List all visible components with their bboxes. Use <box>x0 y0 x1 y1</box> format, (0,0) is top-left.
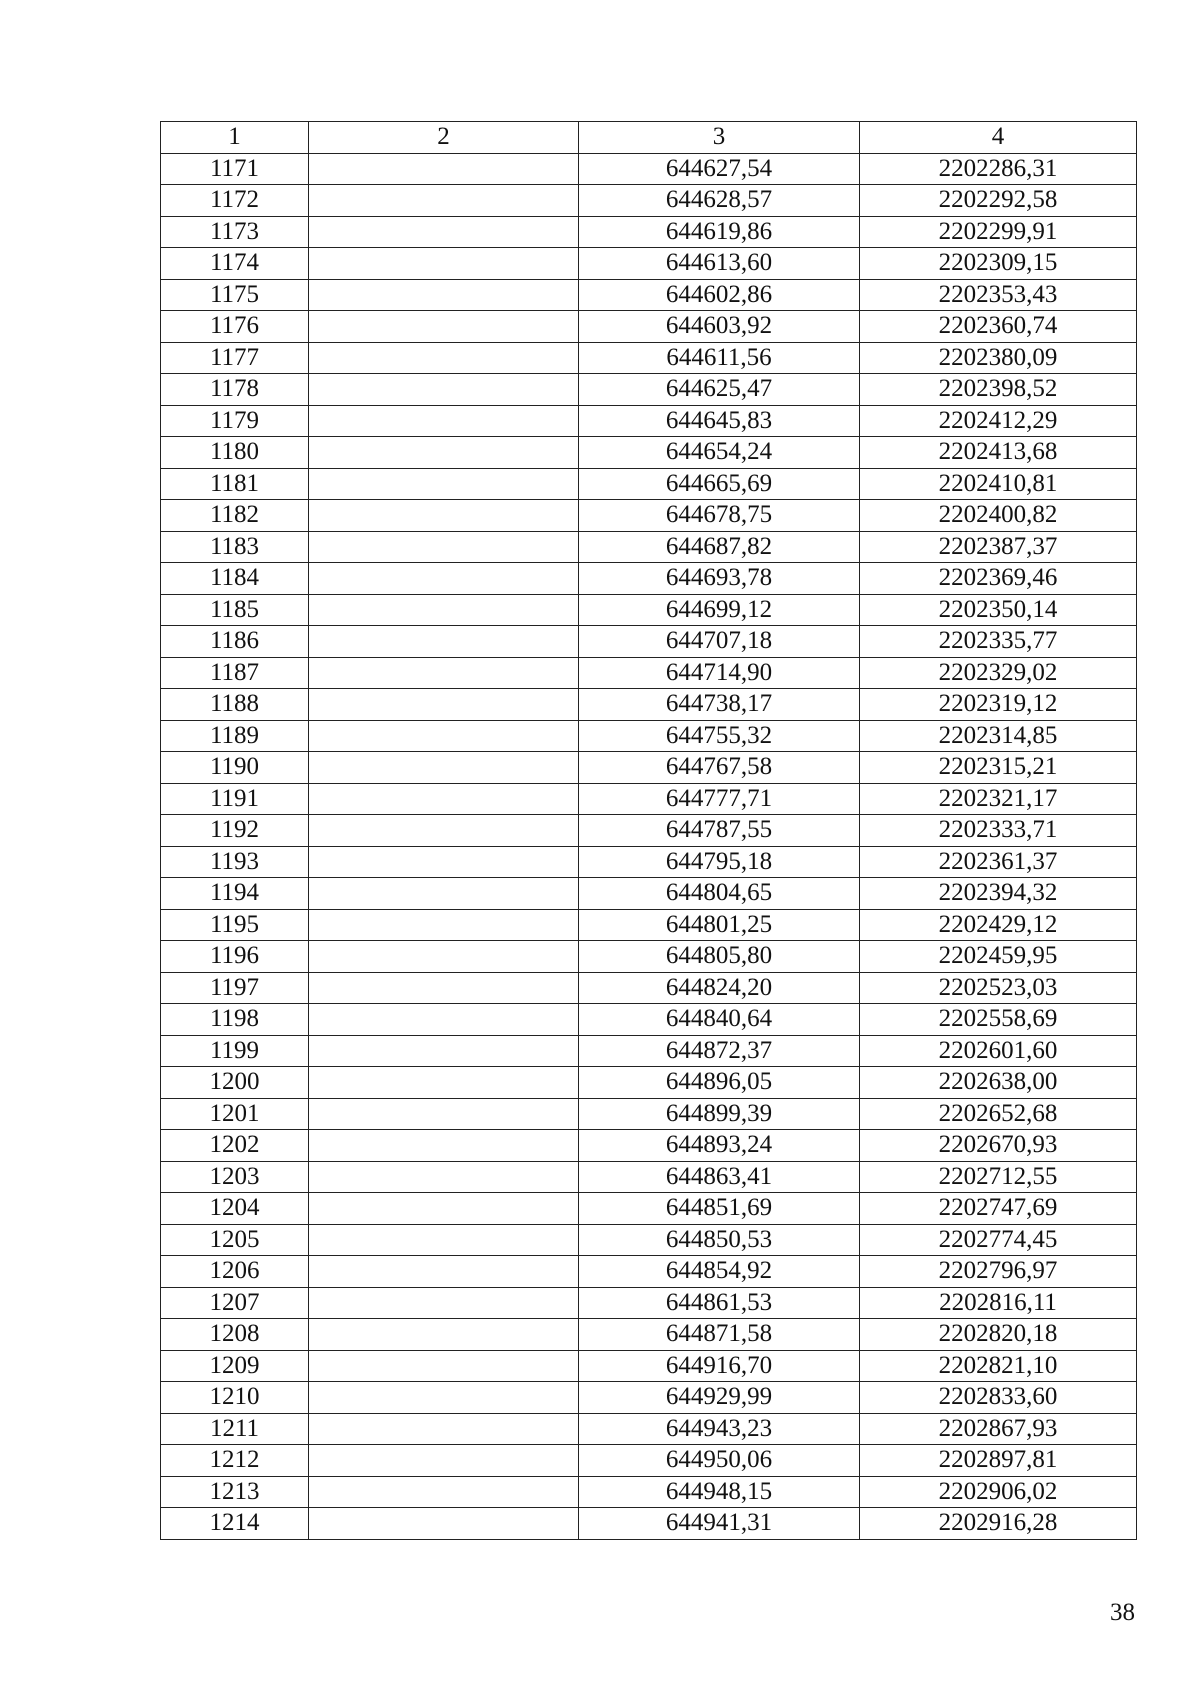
y-coordinate-cell: 2202429,12 <box>860 909 1137 941</box>
y-coordinate-cell: 2202321,17 <box>860 783 1137 815</box>
x-coordinate-cell: 644871,58 <box>579 1319 860 1351</box>
x-coordinate-cell: 644611,56 <box>579 342 860 374</box>
table-row <box>161 437 1137 469</box>
point-number-cell: 1192 <box>161 815 309 847</box>
description-cell <box>309 1319 579 1351</box>
y-coordinate-cell: 2202916,28 <box>860 1508 1137 1540</box>
table-row <box>161 846 1137 878</box>
point-number-cell: 1182 <box>161 500 309 532</box>
description-cell <box>309 1161 579 1193</box>
page-number: 38 <box>1110 1599 1135 1626</box>
y-coordinate-cell: 2202299,91 <box>860 216 1137 248</box>
table-row <box>161 626 1137 658</box>
x-coordinate-cell: 644625,47 <box>579 374 860 406</box>
table-row <box>161 1382 1137 1414</box>
table-row <box>161 342 1137 374</box>
point-number-cell: 1202 <box>161 1130 309 1162</box>
x-coordinate-cell: 644628,57 <box>579 185 860 217</box>
description-cell <box>309 1004 579 1036</box>
description-cell <box>309 405 579 437</box>
y-coordinate-cell: 2202652,68 <box>860 1098 1137 1130</box>
x-coordinate-cell: 644804,65 <box>579 878 860 910</box>
table-row <box>161 1067 1137 1099</box>
description-cell <box>309 689 579 721</box>
description-cell <box>309 1413 579 1445</box>
point-number-cell: 1210 <box>161 1382 309 1414</box>
table-row <box>161 374 1137 406</box>
point-number-cell: 1197 <box>161 972 309 1004</box>
description-cell <box>309 815 579 847</box>
description-cell <box>309 153 579 185</box>
point-number-cell: 1208 <box>161 1319 309 1351</box>
table-row <box>161 1256 1137 1288</box>
table-row <box>161 1035 1137 1067</box>
table-row <box>161 1508 1137 1540</box>
table-row <box>161 689 1137 721</box>
x-coordinate-cell: 644893,24 <box>579 1130 860 1162</box>
x-coordinate-cell: 644941,31 <box>579 1508 860 1540</box>
point-number-cell: 1204 <box>161 1193 309 1225</box>
table-row <box>161 1098 1137 1130</box>
table-row <box>161 500 1137 532</box>
x-coordinate-cell: 644654,24 <box>579 437 860 469</box>
x-coordinate-cell: 644619,86 <box>579 216 860 248</box>
table-row <box>161 909 1137 941</box>
point-number-cell: 1175 <box>161 279 309 311</box>
point-number-cell: 1201 <box>161 1098 309 1130</box>
y-coordinate-cell: 2202774,45 <box>860 1224 1137 1256</box>
table-row <box>161 594 1137 626</box>
x-coordinate-cell: 644687,82 <box>579 531 860 563</box>
y-coordinate-cell: 2202292,58 <box>860 185 1137 217</box>
table-row <box>161 972 1137 1004</box>
table-row <box>161 815 1137 847</box>
column-header-2: 2 <box>309 122 579 154</box>
x-coordinate-cell: 644603,92 <box>579 311 860 343</box>
table-header-row <box>161 122 1137 154</box>
x-coordinate-cell: 644645,83 <box>579 405 860 437</box>
description-cell <box>309 248 579 280</box>
x-coordinate-cell: 644850,53 <box>579 1224 860 1256</box>
y-coordinate-cell: 2202867,93 <box>860 1413 1137 1445</box>
point-number-cell: 1195 <box>161 909 309 941</box>
point-number-cell: 1191 <box>161 783 309 815</box>
description-cell <box>309 342 579 374</box>
table-row <box>161 531 1137 563</box>
y-coordinate-cell: 2202816,11 <box>860 1287 1137 1319</box>
y-coordinate-cell: 2202833,60 <box>860 1382 1137 1414</box>
description-cell <box>309 752 579 784</box>
x-coordinate-cell: 644899,39 <box>579 1098 860 1130</box>
y-coordinate-cell: 2202369,46 <box>860 563 1137 595</box>
point-number-cell: 1203 <box>161 1161 309 1193</box>
description-cell <box>309 1035 579 1067</box>
description-cell <box>309 1350 579 1382</box>
table-row <box>161 720 1137 752</box>
point-number-cell: 1186 <box>161 626 309 658</box>
description-cell <box>309 311 579 343</box>
table-row <box>161 1193 1137 1225</box>
y-coordinate-cell: 2202309,15 <box>860 248 1137 280</box>
description-cell <box>309 279 579 311</box>
point-number-cell: 1180 <box>161 437 309 469</box>
point-number-cell: 1188 <box>161 689 309 721</box>
point-number-cell: 1183 <box>161 531 309 563</box>
y-coordinate-cell: 2202286,31 <box>860 153 1137 185</box>
point-number-cell: 1187 <box>161 657 309 689</box>
y-coordinate-cell: 2202315,21 <box>860 752 1137 784</box>
x-coordinate-cell: 644795,18 <box>579 846 860 878</box>
x-coordinate-cell: 644929,99 <box>579 1382 860 1414</box>
table-row <box>161 878 1137 910</box>
description-cell <box>309 783 579 815</box>
point-number-cell: 1199 <box>161 1035 309 1067</box>
x-coordinate-cell: 644840,64 <box>579 1004 860 1036</box>
description-cell <box>309 531 579 563</box>
x-coordinate-cell: 644678,75 <box>579 500 860 532</box>
x-coordinate-cell: 644714,90 <box>579 657 860 689</box>
description-cell <box>309 1382 579 1414</box>
y-coordinate-cell: 2202413,68 <box>860 437 1137 469</box>
x-coordinate-cell: 644851,69 <box>579 1193 860 1225</box>
table-row <box>161 941 1137 973</box>
table-row <box>161 468 1137 500</box>
y-coordinate-cell: 2202360,74 <box>860 311 1137 343</box>
point-number-cell: 1172 <box>161 185 309 217</box>
y-coordinate-cell: 2202820,18 <box>860 1319 1137 1351</box>
y-coordinate-cell: 2202796,97 <box>860 1256 1137 1288</box>
table-body <box>161 153 1137 1539</box>
description-cell <box>309 1130 579 1162</box>
description-cell <box>309 1256 579 1288</box>
y-coordinate-cell: 2202747,69 <box>860 1193 1137 1225</box>
point-number-cell: 1206 <box>161 1256 309 1288</box>
table-row <box>161 153 1137 185</box>
y-coordinate-cell: 2202314,85 <box>860 720 1137 752</box>
table-row <box>161 1130 1137 1162</box>
y-coordinate-cell: 2202329,02 <box>860 657 1137 689</box>
x-coordinate-cell: 644805,80 <box>579 941 860 973</box>
point-number-cell: 1189 <box>161 720 309 752</box>
point-number-cell: 1205 <box>161 1224 309 1256</box>
table-row <box>161 752 1137 784</box>
table-row <box>161 1413 1137 1445</box>
x-coordinate-cell: 644707,18 <box>579 626 860 658</box>
point-number-cell: 1209 <box>161 1350 309 1382</box>
description-cell <box>309 1224 579 1256</box>
x-coordinate-cell: 644738,17 <box>579 689 860 721</box>
y-coordinate-cell: 2202459,95 <box>860 941 1137 973</box>
description-cell <box>309 1476 579 1508</box>
y-coordinate-cell: 2202897,81 <box>860 1445 1137 1477</box>
description-cell <box>309 500 579 532</box>
y-coordinate-cell: 2202412,29 <box>860 405 1137 437</box>
point-number-cell: 1212 <box>161 1445 309 1477</box>
point-number-cell: 1190 <box>161 752 309 784</box>
x-coordinate-cell: 644767,58 <box>579 752 860 784</box>
point-number-cell: 1171 <box>161 153 309 185</box>
table-row <box>161 1224 1137 1256</box>
description-cell <box>309 185 579 217</box>
description-cell <box>309 563 579 595</box>
table-header <box>161 122 1137 154</box>
x-coordinate-cell: 644854,92 <box>579 1256 860 1288</box>
point-number-cell: 1194 <box>161 878 309 910</box>
description-cell <box>309 657 579 689</box>
x-coordinate-cell: 644693,78 <box>579 563 860 595</box>
x-coordinate-cell: 644861,53 <box>579 1287 860 1319</box>
point-number-cell: 1179 <box>161 405 309 437</box>
y-coordinate-cell: 2202400,82 <box>860 500 1137 532</box>
description-cell <box>309 1508 579 1540</box>
point-number-cell: 1173 <box>161 216 309 248</box>
y-coordinate-cell: 2202350,14 <box>860 594 1137 626</box>
y-coordinate-cell: 2202387,37 <box>860 531 1137 563</box>
point-number-cell: 1174 <box>161 248 309 280</box>
point-number-cell: 1196 <box>161 941 309 973</box>
point-number-cell: 1181 <box>161 468 309 500</box>
point-number-cell: 1177 <box>161 342 309 374</box>
point-number-cell: 1200 <box>161 1067 309 1099</box>
description-cell <box>309 626 579 658</box>
y-coordinate-cell: 2202380,09 <box>860 342 1137 374</box>
point-number-cell: 1214 <box>161 1508 309 1540</box>
x-coordinate-cell: 644777,71 <box>579 783 860 815</box>
y-coordinate-cell: 2202821,10 <box>860 1350 1137 1382</box>
x-coordinate-cell: 644602,86 <box>579 279 860 311</box>
y-coordinate-cell: 2202670,93 <box>860 1130 1137 1162</box>
description-cell <box>309 909 579 941</box>
y-coordinate-cell: 2202398,52 <box>860 374 1137 406</box>
table-row <box>161 248 1137 280</box>
point-number-cell: 1213 <box>161 1476 309 1508</box>
x-coordinate-cell: 644627,54 <box>579 153 860 185</box>
description-cell <box>309 846 579 878</box>
y-coordinate-cell: 2202558,69 <box>860 1004 1137 1036</box>
point-number-cell: 1178 <box>161 374 309 406</box>
description-cell <box>309 1098 579 1130</box>
y-coordinate-cell: 2202523,03 <box>860 972 1137 1004</box>
table-row <box>161 783 1137 815</box>
x-coordinate-cell: 644787,55 <box>579 815 860 847</box>
y-coordinate-cell: 2202638,00 <box>860 1067 1137 1099</box>
point-number-cell: 1185 <box>161 594 309 626</box>
column-header-4: 4 <box>860 122 1137 154</box>
description-cell <box>309 1445 579 1477</box>
description-cell <box>309 878 579 910</box>
point-number-cell: 1198 <box>161 1004 309 1036</box>
description-cell <box>309 1287 579 1319</box>
description-cell <box>309 216 579 248</box>
coordinates-table <box>160 121 1137 1540</box>
description-cell <box>309 468 579 500</box>
table-row <box>161 563 1137 595</box>
y-coordinate-cell: 2202906,02 <box>860 1476 1137 1508</box>
description-cell <box>309 374 579 406</box>
table-row <box>161 405 1137 437</box>
table-row <box>161 185 1137 217</box>
y-coordinate-cell: 2202335,77 <box>860 626 1137 658</box>
y-coordinate-cell: 2202361,37 <box>860 846 1137 878</box>
y-coordinate-cell: 2202394,32 <box>860 878 1137 910</box>
x-coordinate-cell: 644801,25 <box>579 909 860 941</box>
x-coordinate-cell: 644943,23 <box>579 1413 860 1445</box>
y-coordinate-cell: 2202319,12 <box>860 689 1137 721</box>
description-cell <box>309 720 579 752</box>
table-row <box>161 1350 1137 1382</box>
x-coordinate-cell: 644950,06 <box>579 1445 860 1477</box>
description-cell <box>309 594 579 626</box>
table-row <box>161 279 1137 311</box>
table-row <box>161 216 1137 248</box>
y-coordinate-cell: 2202601,60 <box>860 1035 1137 1067</box>
x-coordinate-cell: 644755,32 <box>579 720 860 752</box>
x-coordinate-cell: 644872,37 <box>579 1035 860 1067</box>
x-coordinate-cell: 644948,15 <box>579 1476 860 1508</box>
x-coordinate-cell: 644896,05 <box>579 1067 860 1099</box>
x-coordinate-cell: 644699,12 <box>579 594 860 626</box>
x-coordinate-cell: 644665,69 <box>579 468 860 500</box>
description-cell <box>309 941 579 973</box>
table-row <box>161 1445 1137 1477</box>
table-row <box>161 1476 1137 1508</box>
x-coordinate-cell: 644916,70 <box>579 1350 860 1382</box>
table-row <box>161 1319 1137 1351</box>
table-row <box>161 1161 1137 1193</box>
x-coordinate-cell: 644613,60 <box>579 248 860 280</box>
point-number-cell: 1193 <box>161 846 309 878</box>
y-coordinate-cell: 2202712,55 <box>860 1161 1137 1193</box>
description-cell <box>309 437 579 469</box>
point-number-cell: 1176 <box>161 311 309 343</box>
table-row <box>161 657 1137 689</box>
description-cell <box>309 1193 579 1225</box>
column-header-3: 3 <box>579 122 860 154</box>
y-coordinate-cell: 2202410,81 <box>860 468 1137 500</box>
column-header-1: 1 <box>161 122 309 154</box>
table-row <box>161 1287 1137 1319</box>
point-number-cell: 1211 <box>161 1413 309 1445</box>
table-row <box>161 1004 1137 1036</box>
point-number-cell: 1184 <box>161 563 309 595</box>
x-coordinate-cell: 644824,20 <box>579 972 860 1004</box>
description-cell <box>309 972 579 1004</box>
y-coordinate-cell: 2202353,43 <box>860 279 1137 311</box>
description-cell <box>309 1067 579 1099</box>
table-row <box>161 311 1137 343</box>
y-coordinate-cell: 2202333,71 <box>860 815 1137 847</box>
x-coordinate-cell: 644863,41 <box>579 1161 860 1193</box>
point-number-cell: 1207 <box>161 1287 309 1319</box>
